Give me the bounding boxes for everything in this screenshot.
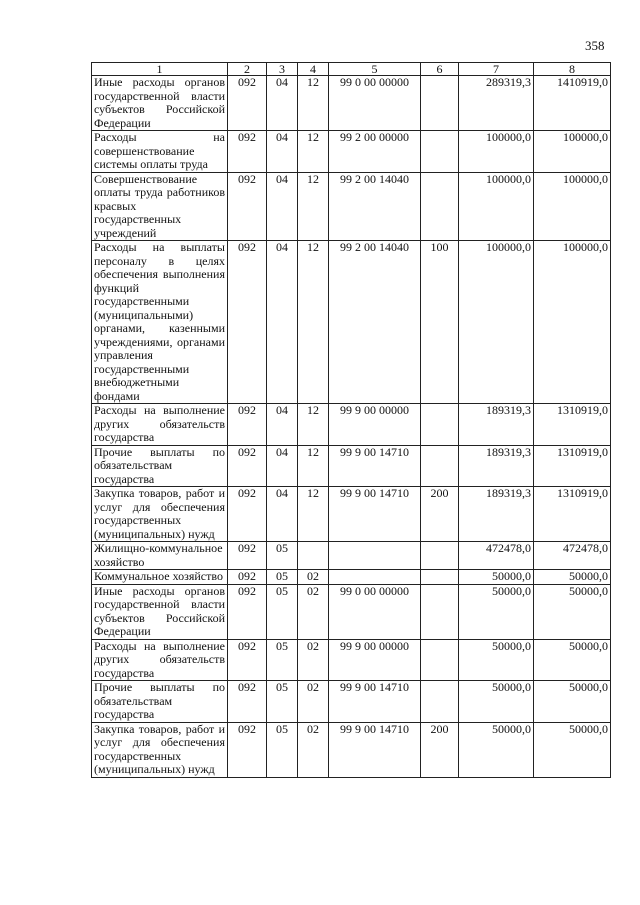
cell-sum-2: 1410919,0 (534, 76, 611, 131)
cell-sum-1: 189319,3 (459, 404, 534, 446)
cell-sum-2: 50000,0 (534, 570, 611, 585)
header-col-2: 2 (228, 63, 267, 76)
table-row (92, 404, 611, 446)
table-body (92, 76, 611, 778)
cell-sum-1: 289319,3 (459, 76, 534, 131)
cell-name: Расходы на выполнение других обязательств государства (92, 639, 228, 681)
cell-sum-1: 100000,0 (459, 241, 534, 404)
cell-vr (421, 681, 459, 723)
cell-name: Совершенствование оплаты труда работников красвых государственных учреждений (92, 172, 228, 241)
cell-sum-1: 189319,3 (459, 445, 534, 487)
cell-sum-2: 50000,0 (534, 639, 611, 681)
cell-sum-1: 50000,0 (459, 722, 534, 777)
cell-rz: 04 (267, 487, 298, 542)
cell-ved: 092 (228, 487, 267, 542)
cell-rz: 05 (267, 542, 298, 570)
cell-ved: 092 (228, 639, 267, 681)
table-row (92, 584, 611, 639)
cell-rz: 04 (267, 445, 298, 487)
cell-pr: 02 (298, 570, 329, 585)
cell-vr (421, 639, 459, 681)
table-row (92, 487, 611, 542)
cell-pr: 12 (298, 445, 329, 487)
header-col-8: 8 (534, 63, 611, 76)
cell-rz: 05 (267, 639, 298, 681)
table-row (92, 131, 611, 173)
cell-name: Расходы на выплаты персоналу в целях обеспечения выполнения функций государственными (муниципальными) органами, казенными учреждениями, органами управления государственными внебюджетными фондами (92, 241, 228, 404)
cell-csr: 99 0 00 00000 (329, 584, 421, 639)
cell-vr: 200 (421, 722, 459, 777)
cell-pr: 12 (298, 404, 329, 446)
cell-sum-2: 1310919,0 (534, 404, 611, 446)
header-col-1: 1 (92, 63, 228, 76)
cell-vr (421, 76, 459, 131)
cell-csr: 99 2 00 14040 (329, 172, 421, 241)
cell-csr (329, 542, 421, 570)
cell-sum-2: 100000,0 (534, 131, 611, 173)
cell-sum-1: 50000,0 (459, 681, 534, 723)
header-col-4: 4 (298, 63, 329, 76)
cell-rz: 05 (267, 570, 298, 585)
cell-ved: 092 (228, 722, 267, 777)
cell-csr: 99 9 00 14710 (329, 722, 421, 777)
cell-pr: 12 (298, 241, 329, 404)
cell-name: Расходы на выполнение других обязательств государства (92, 404, 228, 446)
cell-csr: 99 9 00 14710 (329, 487, 421, 542)
cell-sum-2: 100000,0 (534, 172, 611, 241)
cell-pr: 12 (298, 487, 329, 542)
cell-name: Жилищно-коммунальное хозяйство (92, 542, 228, 570)
cell-sum-1: 50000,0 (459, 570, 534, 585)
cell-name: Коммунальное хозяйство (92, 570, 228, 585)
cell-rz: 04 (267, 76, 298, 131)
header-col-3: 3 (267, 63, 298, 76)
cell-vr (421, 404, 459, 446)
cell-ved: 092 (228, 584, 267, 639)
cell-csr: 99 0 00 00000 (329, 76, 421, 131)
cell-ved: 092 (228, 445, 267, 487)
cell-pr (298, 542, 329, 570)
cell-vr (421, 584, 459, 639)
cell-sum-1: 50000,0 (459, 584, 534, 639)
cell-sum-1: 100000,0 (459, 131, 534, 173)
table-row (92, 722, 611, 777)
cell-sum-1: 100000,0 (459, 172, 534, 241)
cell-pr: 02 (298, 722, 329, 777)
cell-csr: 99 9 00 14710 (329, 681, 421, 723)
cell-name: Расходы на совершенствование системы оплаты труда (92, 131, 228, 173)
cell-csr (329, 570, 421, 585)
table-row (92, 570, 611, 585)
cell-rz: 05 (267, 584, 298, 639)
cell-vr (421, 131, 459, 173)
cell-csr: 99 9 00 00000 (329, 404, 421, 446)
cell-ved: 092 (228, 542, 267, 570)
cell-sum-1: 472478,0 (459, 542, 534, 570)
cell-name: Закупка товаров, работ и услуг для обеспечения государственных (муниципальных) нужд (92, 487, 228, 542)
cell-rz: 05 (267, 722, 298, 777)
table-row (92, 681, 611, 723)
cell-pr: 12 (298, 76, 329, 131)
table-row (92, 445, 611, 487)
cell-csr: 99 9 00 00000 (329, 639, 421, 681)
cell-ved: 092 (228, 241, 267, 404)
cell-ved: 092 (228, 570, 267, 585)
cell-name: Иные расходы органов государственной власти субъектов Российской Федерации (92, 76, 228, 131)
cell-csr: 99 2 00 00000 (329, 131, 421, 173)
budget-table (91, 62, 611, 778)
cell-rz: 04 (267, 241, 298, 404)
cell-rz: 04 (267, 172, 298, 241)
table-row (92, 542, 611, 570)
header-col-6: 6 (421, 63, 459, 76)
cell-ved: 092 (228, 131, 267, 173)
cell-vr (421, 542, 459, 570)
page-number: 358 (585, 38, 605, 53)
cell-ved: 092 (228, 404, 267, 446)
header-col-5: 5 (329, 63, 421, 76)
cell-vr: 200 (421, 487, 459, 542)
header-row (92, 63, 611, 76)
cell-ved: 092 (228, 76, 267, 131)
cell-vr (421, 570, 459, 585)
cell-vr (421, 445, 459, 487)
cell-rz: 05 (267, 681, 298, 723)
cell-ved: 092 (228, 172, 267, 241)
cell-csr: 99 2 00 14040 (329, 241, 421, 404)
cell-sum-1: 189319,3 (459, 487, 534, 542)
cell-sum-2: 472478,0 (534, 542, 611, 570)
cell-pr: 02 (298, 681, 329, 723)
cell-sum-1: 50000,0 (459, 639, 534, 681)
header-col-7: 7 (459, 63, 534, 76)
cell-sum-2: 50000,0 (534, 722, 611, 777)
cell-pr: 12 (298, 131, 329, 173)
cell-vr: 100 (421, 241, 459, 404)
cell-csr: 99 9 00 14710 (329, 445, 421, 487)
cell-name: Иные расходы органов государственной власти субъектов Российской Федерации (92, 584, 228, 639)
cell-pr: 12 (298, 172, 329, 241)
cell-sum-2: 1310919,0 (534, 445, 611, 487)
cell-vr (421, 172, 459, 241)
table-row (92, 172, 611, 241)
cell-sum-2: 50000,0 (534, 584, 611, 639)
cell-name: Закупка товаров, работ и услуг для обеспечения государственных (муниципальных) нужд (92, 722, 228, 777)
cell-pr: 02 (298, 639, 329, 681)
table-row (92, 241, 611, 404)
cell-rz: 04 (267, 404, 298, 446)
cell-sum-2: 1310919,0 (534, 487, 611, 542)
cell-sum-2: 50000,0 (534, 681, 611, 723)
cell-name: Прочие выплаты по обязательствам государства (92, 445, 228, 487)
cell-name: Прочие выплаты по обязательствам государства (92, 681, 228, 723)
cell-ved: 092 (228, 681, 267, 723)
table-row (92, 639, 611, 681)
cell-pr: 02 (298, 584, 329, 639)
cell-rz: 04 (267, 131, 298, 173)
cell-sum-2: 100000,0 (534, 241, 611, 404)
table-row (92, 76, 611, 131)
